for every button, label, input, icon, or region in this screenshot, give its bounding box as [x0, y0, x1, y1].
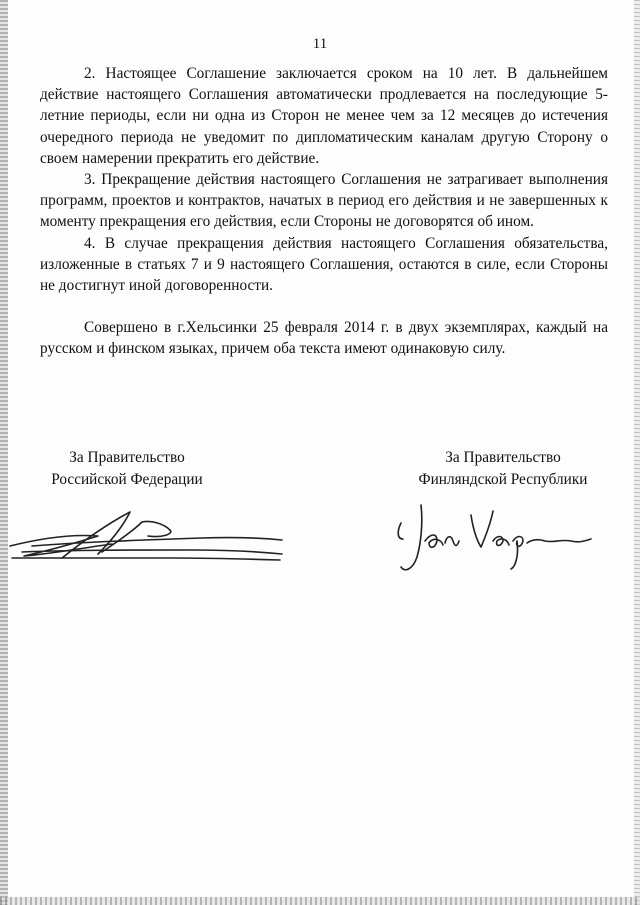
signature-finland	[385, 495, 595, 580]
signatory-finland-line1: За Правительство	[445, 449, 561, 466]
closing-paragraph: Совершено в г.Хельсинки 25 февраля 2014 г. в двух экземплярах, каждый на русском и финском языках, причем оба текста имеют одинаковую силу.	[40, 319, 608, 358]
signatory-finland	[398, 447, 608, 490]
scan-edge-bottom	[0, 897, 640, 905]
paragraph-4: 4. В случае прекращения действия настоящего Соглашения обязательства, изложенные в статьях 7 и 9 настоящего Соглашения, остаются в силе, если Стороны не достигнут иной договоренности.	[40, 234, 608, 295]
paragraph-3: 3. Прекращение действия настоящего Соглашения не затрагивает выполнения программ, проектов и контрактов, начатых в период его действия и не завершенных к моменту прекращения его действия, если Стороны не договорятся об ином.	[40, 171, 608, 231]
document-body	[40, 63, 608, 360]
signature-russia	[2, 500, 287, 570]
paragraph-2: 2. Настоящее Соглашение заключается сроком на 10 лет. В дальнейшем действие настоящего Соглашения автоматически продлевается на последующие 5-летние периоды, если ни одна из Сторон не менее чем за 12 месяцев до истечения очередного периода не уведомит по дипломатическим каналам другую Сторону о своем намерении прекратить его действие.	[40, 65, 608, 167]
scan-edge-right	[634, 0, 640, 905]
signatory-finland-line2: Финляндской Республики	[418, 470, 588, 488]
signatory-russia	[34, 447, 220, 490]
signatory-russia-line1: За Правительство	[69, 449, 185, 466]
signatory-russia-line2: Российской Федерации	[51, 470, 203, 488]
page-number: 11	[312, 36, 328, 52]
scan-edge-left	[0, 0, 8, 905]
